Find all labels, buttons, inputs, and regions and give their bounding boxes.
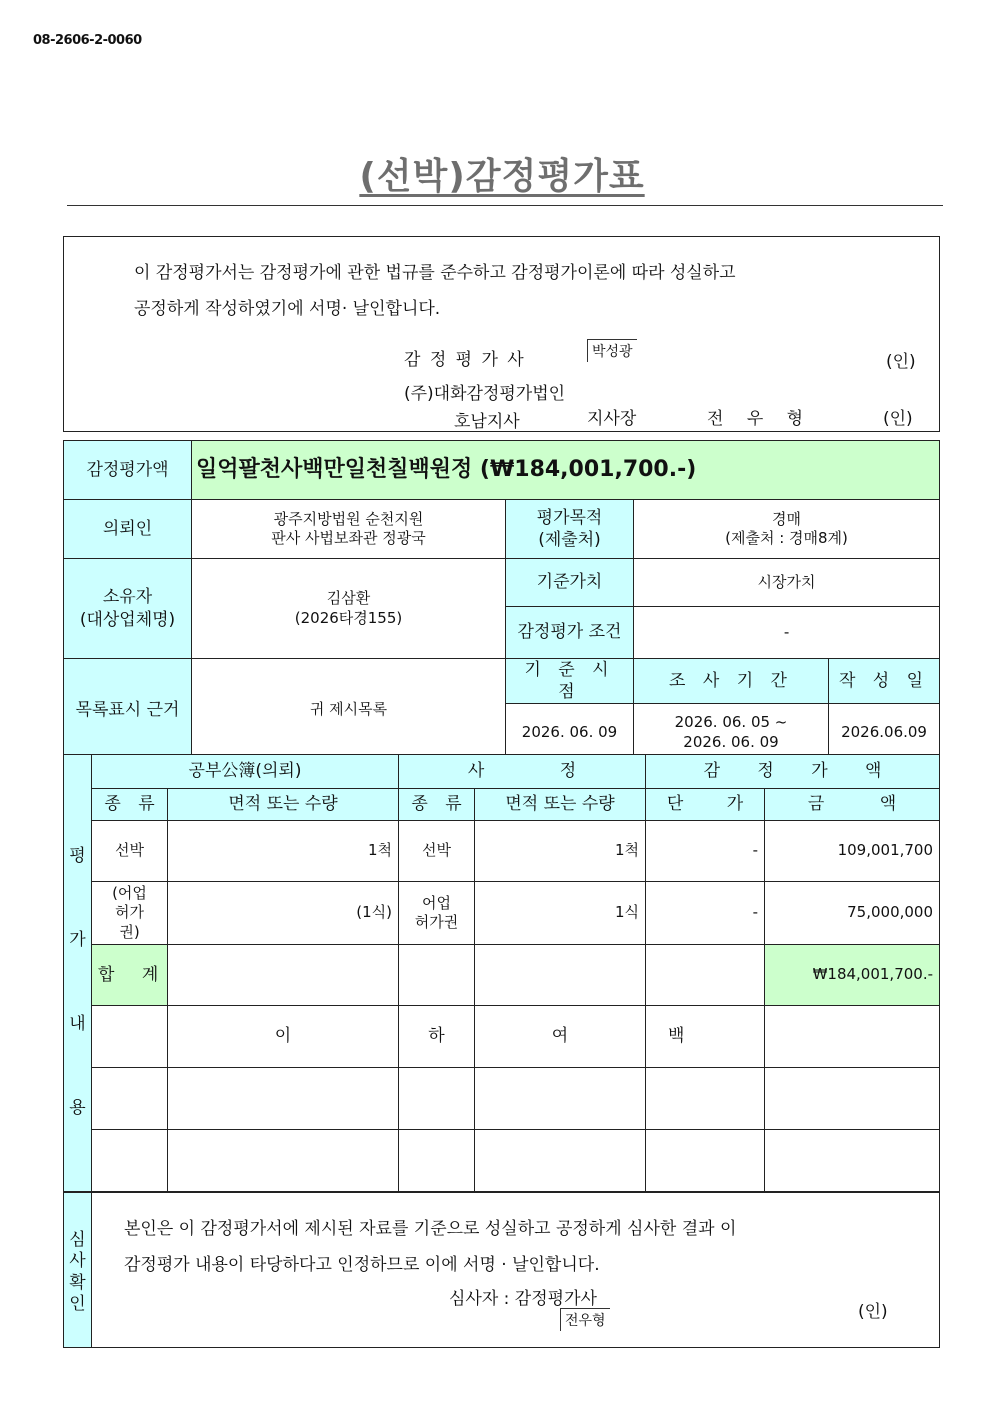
col-kind: 종 류 [92,789,168,821]
total-row [64,945,940,1006]
declaration-line-1: 이 감정평가서는 감정평가에 관한 법규를 준수하고 감정평가이론에 따라 성실하고 [134,263,736,283]
col-area-2: 면적 또는 수량 [475,789,646,821]
empty-row [64,1068,940,1130]
review-line-2: 감정평가 내용이 타당하다고 인정하므로 이에 서명 · 날인합니다. [124,1255,600,1275]
evaluation-table [63,754,940,1192]
reviewer-signature: 전우형 [560,1308,610,1331]
row1-qty: 1척 [168,821,399,882]
owner-line-2: (2026타경155) [294,608,403,627]
condition-label: 감정평가 조건 [506,607,634,659]
client-value [192,500,506,559]
total-amount: ₩184,001,700.- [765,945,940,1006]
appraiser-signature: 박성광 [587,339,637,362]
reviewer-seal: (인) [858,1302,888,1322]
owner-label-2: (대상업체명) [79,609,176,630]
listing-label: 목록표시 근거 [64,659,192,762]
col-kind-2: 종 류 [399,789,475,821]
review-side-label [64,1193,92,1347]
base-date-value: 2026. 06. 09 [506,704,634,762]
owner-label [64,559,192,659]
closing-char-1: 이 [168,1006,399,1068]
appraiser-label: 감 정 평 가 사 [404,350,526,370]
title-divider [67,205,943,206]
table-row [64,821,940,882]
basis-value-label: 기준가치 [506,559,634,607]
side-char-3: 내 [69,1014,86,1034]
row1-unit: - [646,821,765,882]
amount-label: 감정평가액 [64,441,192,500]
side-char-4: 용 [69,1098,86,1119]
purpose-label-2: (제출처) [538,530,601,550]
review-char-1: 심 [69,1230,86,1250]
empty-row [64,1130,940,1192]
row2-kind2: 어업 허가권 [399,882,475,945]
appraiser-seal: (인) [886,352,916,372]
review-char-2: 사 [69,1251,86,1272]
write-date-value: 2026.06.09 [829,704,940,762]
survey-from: 2026. 06. 05 ~ [674,713,788,732]
write-date-label: 작 성 일 [829,659,940,704]
row1-kind2: 선박 [399,821,475,882]
row2-kind: (어업 허가권) [92,882,168,945]
declaration-box [63,236,940,432]
base-date-label: 기 준 시 점 [506,659,634,704]
review-char-4: 인 [69,1293,86,1314]
col-amount: 금 액 [765,789,940,821]
head-title: 지사장 [587,409,637,429]
evaluation-side-label [64,755,92,1192]
amount-value: 일억팔천사백만일천칠백원정 (₩184,001,700.-) [192,441,940,500]
head-name: 전 우 형 [707,409,804,429]
purpose-label-1: 평가목적 [536,507,603,528]
review-line-1: 본인은 이 감정평가서에 제시된 자료를 기준으로 성실하고 공정하게 심사한 결과 이 [124,1219,737,1239]
closing-char-3: 여 [475,1006,646,1068]
summary-table [63,440,940,762]
col-unit-price: 단 가 [646,789,765,821]
client-line-1: 광주지방법원 순천지원 [273,509,424,528]
side-char-2: 가 [69,929,86,950]
row2-qty: (1식) [168,882,399,945]
total-label: 합 계 [92,945,168,1006]
purpose-line-2: (제출처 : 경매8계) [725,529,848,547]
purpose-line-1: 경매 [772,509,802,528]
row2-amount: 75,000,000 [765,882,940,945]
owner-value [192,559,506,659]
purpose-label [506,500,634,559]
review-char-3: 확 [69,1272,86,1293]
survey-label: 조 사 기 간 [634,659,829,704]
row2-unit: - [646,882,765,945]
owner-label-1: 소유자 [102,587,153,608]
group-header-appraised: 감 정 가 액 [646,755,940,789]
firm-name: (주)대화감정평가법인 [404,384,566,404]
declaration-line-2: 공정하게 작성하였기에 서명· 날인합니다. [134,299,441,319]
client-label: 의뢰인 [64,500,192,559]
purpose-value [634,500,940,559]
basis-value: 시장가치 [634,559,940,607]
branch-name: 호남지사 [454,412,520,432]
survey-to: 2026. 06. 09 [683,732,779,751]
reviewer-label: 심사자 : 감정평가사 [449,1289,597,1309]
closing-char-4: 백 [646,1006,765,1068]
client-line-2: 판사 사법보좌관 정광국 [271,529,426,547]
col-area: 면적 또는 수량 [168,789,399,821]
condition-value: - [634,607,940,659]
document-number: 08-2606-2-0060 [33,33,142,48]
group-header-circumstance: 사 정 [399,755,646,789]
survey-period-value [634,704,829,762]
row2-qty2: 1식 [475,882,646,945]
row1-kind: 선박 [92,821,168,882]
head-seal: (인) [883,409,913,429]
page-title: (선박)감정평가표 [359,156,645,197]
owner-line-1: 김삼환 [326,589,371,607]
row1-qty2: 1척 [475,821,646,882]
closing-row [64,1006,940,1068]
row1-amount: 109,001,700 [765,821,940,882]
closing-char-2: 하 [399,1006,475,1068]
side-char-1: 평 [69,845,86,866]
group-header-public: 공부公簿(의뢰) [92,755,399,789]
listing-value: 귀 제시목록 [192,659,506,762]
review-box [63,1192,940,1348]
table-row [64,882,940,945]
